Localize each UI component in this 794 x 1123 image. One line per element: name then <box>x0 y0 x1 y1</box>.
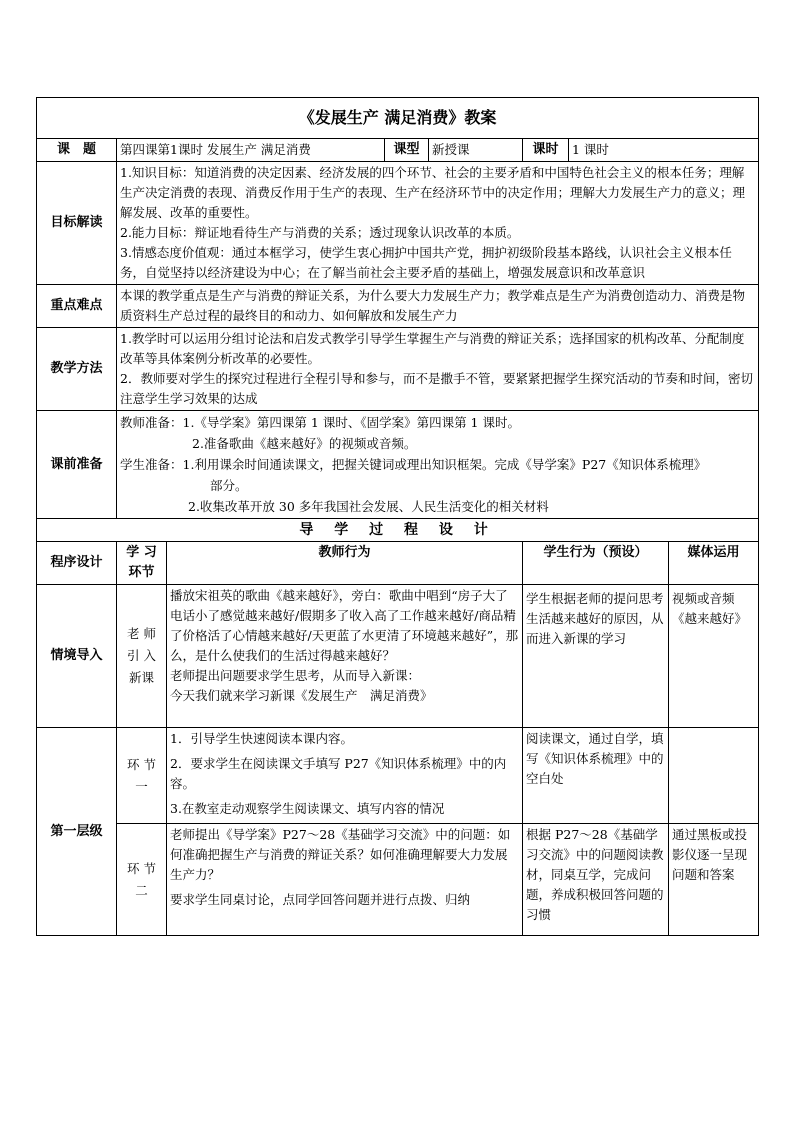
step2-stage: 环 节 二 <box>117 824 167 936</box>
step2-media: 通过黑板或投影仪逐一呈现问题和答案 <box>669 824 759 936</box>
course-row <box>37 139 759 162</box>
teacher-prep-2: 2.准备歌曲《越来越好》的视频或音频。 <box>192 436 417 451</box>
objective-ability: 2.能力目标：辩证地看待生产与消费的关系；透过现象认识改革的本质。 <box>120 225 520 240</box>
step1-teacher-text: 1．引导学生快速阅读本课内容。 <box>170 731 353 746</box>
step2-student: 根据 P27～28《基础学习交流》中的问题阅读教材，同桌互学，完成问题，养成积极回答问题的习惯 <box>523 824 669 936</box>
step1-stage: 环 节 一 <box>117 728 167 824</box>
key-points-label: 重点难点 <box>37 285 117 328</box>
student-prep-1b: 部分。 <box>210 478 248 493</box>
objective-values: 3.情感态度价值观：通过本框学习，使学生衷心拥护中国共产党，拥护初级阶段基本路线，认识社会主义根本任务，自觉坚持以经济建设为中心；在了解当前社会主要矛盾的基础上，增强发展意识和改革意识 <box>120 245 732 280</box>
lesson-plan-page <box>36 97 758 936</box>
level1-program: 第一层级 <box>37 728 117 936</box>
methods-content <box>117 328 759 411</box>
document-title: 《发展生产 满足消费》教案 <box>37 98 759 139</box>
key-points-text: 本课的教学重点是生产与消费的辩证关系，为什么要大力发展生产力；教学难点是生产为消费创造动力、消费是物质资料生产总过程的最终目的和动力、如何解放和发展生产力 <box>117 285 759 328</box>
intro-teacher-text: 播放宋祖英的歌曲《越来越好》，旁白：歌曲中唱到“房子大了电话小了感觉越来越好/假期多了收入高了工作越来越好/商品精了价格活了心情越来越好/天更蓝了水更清了环境越来越好”，那么，是什么使我们的生活过得越来越好？ <box>170 588 519 663</box>
method-item: 2．教师要对学生的探究过程进行全程引导和参与，而不是撒手不管，要紧紧把握学生探究活动的节奏和时间，密切注意学生学习效果的达成 <box>120 371 753 406</box>
objectives-label: 目标解读 <box>37 162 117 285</box>
step1-teacher <box>167 728 523 824</box>
student-prep-1: 学生准备：1.利用课余时间通读课文，把握关键词或理出知识框架。完成《导学案》P27《知识体系梳理》 <box>120 457 707 472</box>
header-program: 程序设计 <box>37 542 117 585</box>
intro-teacher <box>167 585 523 728</box>
header-media: 媒体运用 <box>669 542 759 585</box>
objective-knowledge: 1.知识目标：知道消费的决定因素、经济发展的四个环节、社会的主要矛盾和中国特色社会主义的根本任务；理解生产决定消费的表现、消费反作用于生产的表现、生产在经济环节中的决定作用；理解大力发展生产力的意义；理解发展、改革的重要性。 <box>120 165 746 220</box>
step2-teacher-text: 要求学生同桌讨论，点同学回答问题并进行点拨、归纳 <box>170 892 471 907</box>
hours-value: 1 课时 <box>569 139 759 162</box>
hours-label: 课时 <box>523 139 569 162</box>
methods-label: 教学方法 <box>37 328 117 411</box>
intro-teacher-text: 今天我们就来学习新课《发展生产 满足消费》 <box>170 688 433 703</box>
methods-row <box>37 328 759 411</box>
level1-step2-row <box>37 824 759 936</box>
intro-row <box>37 585 759 728</box>
step2-teacher-text: 老师提出《导学案》P27～28《基础学习交流》中的问题：如何准确把握生产与消费的辩证关系？如何准确理解要大力发展生产力？ <box>170 827 511 882</box>
key-points-row <box>37 285 759 328</box>
level1-step1-row <box>37 728 759 824</box>
header-stage: 学 习 环节 <box>117 542 167 585</box>
course-label: 课 题 <box>37 139 117 162</box>
intro-media: 视频或音频《越来越好》 <box>669 585 759 728</box>
prep-content <box>117 411 759 519</box>
section-row <box>37 519 759 542</box>
type-value: 新授课 <box>429 139 523 162</box>
title-row <box>37 98 759 139</box>
objectives-row <box>37 162 759 285</box>
step1-media <box>669 728 759 824</box>
student-prep-2: 2.收集改革开放 30 多年我国社会发展、人民生活变化的相关材料 <box>188 499 549 514</box>
objectives-content <box>117 162 759 285</box>
course-value: 第四课第1课时 发展生产 满足消费 <box>117 139 385 162</box>
header-student: 学生行为（预设） <box>523 542 669 585</box>
prep-row <box>37 411 759 519</box>
step1-student: 阅读课文，通过自学，填写《知识体系梳理》中的空白处 <box>523 728 669 824</box>
intro-student: 学生根据老师的提问思考生活越来越好的原因，从而进入新课的学习 <box>523 585 669 728</box>
intro-teacher-text: 老师提出问题要求学生思考，从而导入新课： <box>170 668 421 683</box>
lesson-plan-table <box>36 97 759 936</box>
prep-label: 课前准备 <box>37 411 117 519</box>
step1-teacher-text: 3.在教室走动观察学生阅读课文、填写内容的情况 <box>170 801 445 816</box>
step1-teacher-text: 2．要求学生在阅读课文手填写 P27《知识体系梳理》中的内容。 <box>170 756 507 791</box>
intro-stage: 老 师 引 入 新课 <box>117 585 167 728</box>
method-item: 1.教学时可以运用分组讨论法和启发式教学引导学生掌握生产与消费的辩证关系；选择国家的机构改革、分配制度改革等具体案例分析改革的必要性。 <box>120 331 745 366</box>
step2-teacher <box>167 824 523 936</box>
teacher-prep-1: 教师准备：1.《导学案》第四课第 1 课时、《固学案》第四课第 1 课时。 <box>120 415 520 430</box>
type-label: 课型 <box>385 139 429 162</box>
intro-program: 情境导入 <box>37 585 117 728</box>
process-header-row <box>37 542 759 585</box>
section-title: 导 学 过 程 设 计 <box>37 519 759 542</box>
header-teacher: 教师行为 <box>167 542 523 585</box>
